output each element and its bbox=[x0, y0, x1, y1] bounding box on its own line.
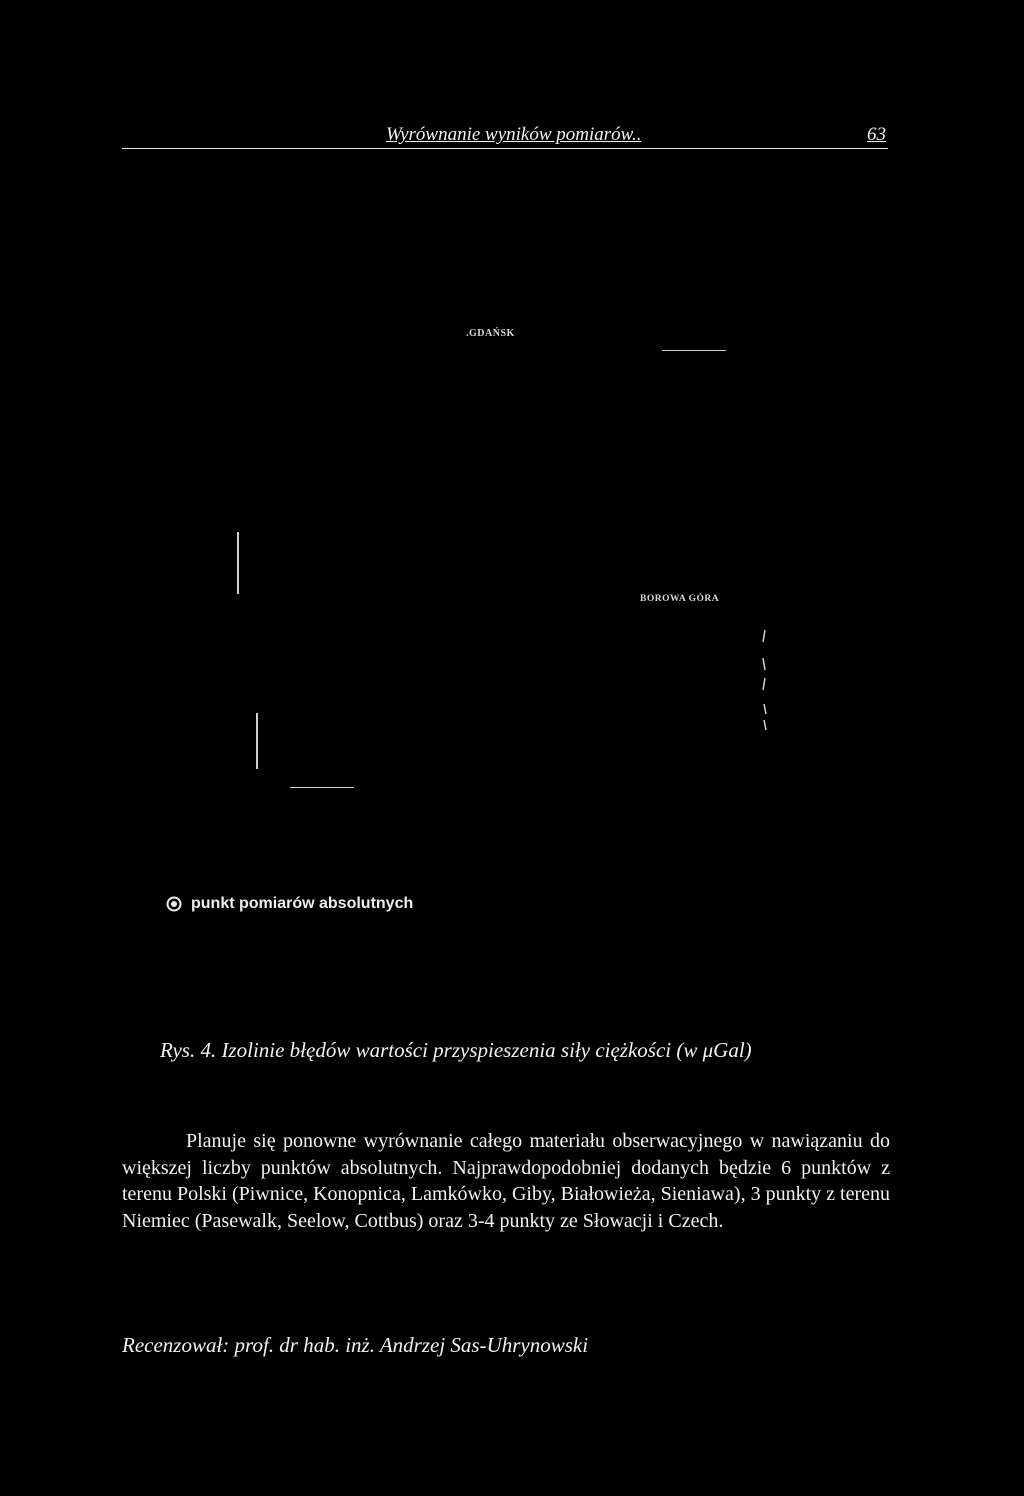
header-title: Wyrównanie wyników pomiarów.. bbox=[386, 124, 642, 145]
figure-caption: Rys. 4. Izolinie błędów wartości przyspieszenia siły ciężkości (w μGal) bbox=[160, 1038, 752, 1062]
absolute-point-marker-icon bbox=[166, 896, 182, 912]
reviewer-note: Recenzował: prof. dr hab. inż. Andrzej Sas-Uhrynowski bbox=[122, 1333, 589, 1357]
map-label-borowa-gora: BOROWA GÓRA bbox=[640, 594, 720, 604]
body-paragraph: Planuje się ponowne wyrównanie całego materiału obserwacyjnego w nawiązaniu do większej liczby punktów absolutnych. Najprawdopodobniej dodanych będzie 6 punktów z terenu Polski (Piwnice, Konopnica, Lamkówko, Giby, Białowieża, Sieniawa), 3 punkty z terenu Niemiec (Pasewalk, Seelow, Cottbus) oraz 3-4 punkty ze Słowacji i Czech. bbox=[122, 1130, 890, 1232]
map-fragment-line bbox=[237, 532, 239, 594]
map-fragment-line bbox=[256, 713, 258, 769]
map-label-gdansk: .GDAŃSK bbox=[466, 328, 515, 339]
page-number: 63 bbox=[867, 124, 886, 145]
map-fragment-line bbox=[662, 350, 726, 351]
running-header bbox=[122, 124, 888, 149]
map-legend bbox=[166, 895, 413, 913]
map-fragment-line bbox=[290, 787, 354, 788]
map-fragment-isoline bbox=[758, 628, 772, 732]
legend-text: punkt pomiarów absolutnych bbox=[191, 895, 414, 912]
